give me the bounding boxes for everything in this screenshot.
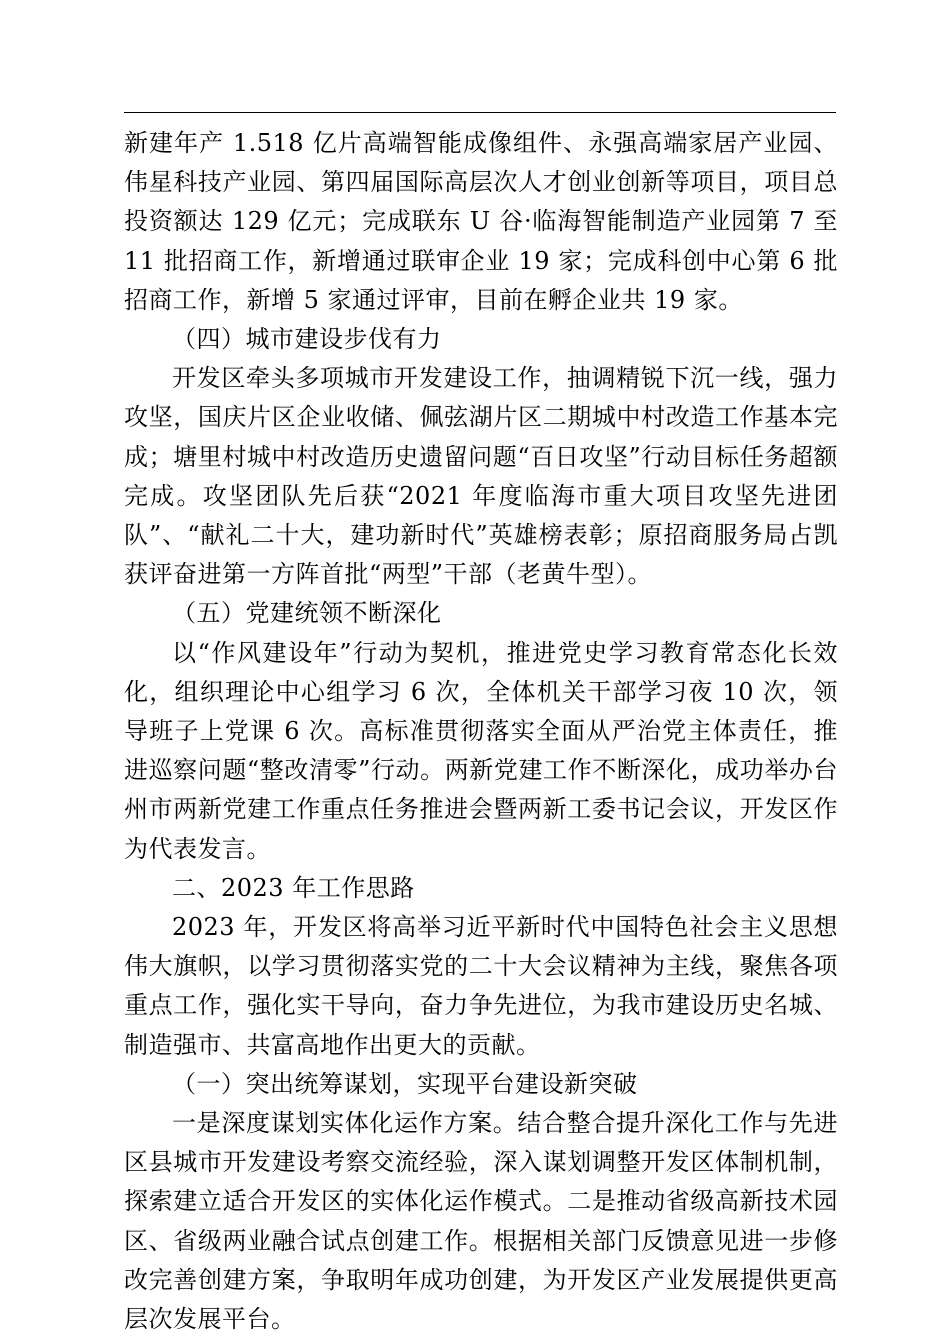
section-heading-urban-construction: （四）城市建设步伐有力 [172,325,442,354]
section-heading-2023-plan: 二、2023 年工作思路 [172,873,415,902]
paragraph-2023-plan: 2023 年，开发区将高举习近平新时代中国特色社会主义思想伟大旗帜，以学习贯彻落实党的二十大会议精神为主线，聚焦各项重点工作，强化实干导向，奋力争先进位，为我市建设历史名城、制造强市、共富高地作出更大的贡献。 [124,913,838,1059]
paragraph-investment-projects: 新建年产 1.518 亿片高端智能成像组件、永强高端家居产业园、伟星科技产业园、第四届国际高层次人才创业创新等项目，项目总投资额达 129 亿元；完成联东 U 谷·临海智能制造产业园第 7 至 11 批招商工作，新增通过联审企业 19 家；完成科创中心第 6 批招商工作，新增 5 家通过评审，目前在孵企业共 19 家。 [124,129,838,314]
paragraph-urban-construction: 开发区牵头多项城市开发建设工作，抽调精锐下沉一线，强力攻坚，国庆片区企业收储、佩弦湖片区二期城中村改造工作基本完成；塘里村城中村改造历史遗留问题“百日攻坚”行动目标任务超额完成。攻坚团队先后获“2021 年度临海市重大项目攻坚先进团队”、“献礼二十大，建功新时代”英雄榜表彰；原招商服务局占凯获评奋进第一方阵首批“两型”干部（老黄牛型）。 [124,364,838,589]
header-rule [124,112,836,113]
section-heading-party-building: （五）党建统领不断深化 [172,599,442,628]
paragraph-platform-building: 一是深度谋划实体化运作方案。结合整合提升深化工作与先进区县城市开发建设考察交流经验，深入谋划调整开发区体制机制，探索建立适合开发区的实体化运作模式。二是推动省级高新技术园区、省级两业融合试点创建工作。根据相关部门反馈意见进一步修改完善创建方案，争取明年成功创建，为开发区产业发展提供更高层次发展平台。 [124,1109,838,1334]
section-heading-platform-building: （一）突出统筹谋划，实现平台建设新突破 [172,1069,638,1098]
paragraph-party-building: 以“作风建设年”行动为契机，推进党史学习教育常态化长效化，组织理论中心组学习 6 次，全体机关干部学习夜 10 次，领导班子上党课 6 次。高标准贯彻落实全面从严治党主体责任，推进巡察问题“整改清零”行动。两新党建工作不断深化，成功举办台州市两新党建工作重点任务推进会暨两新工委书记会议，开发区作为代表发言。 [124,638,838,863]
document-body [124,124,838,1339]
